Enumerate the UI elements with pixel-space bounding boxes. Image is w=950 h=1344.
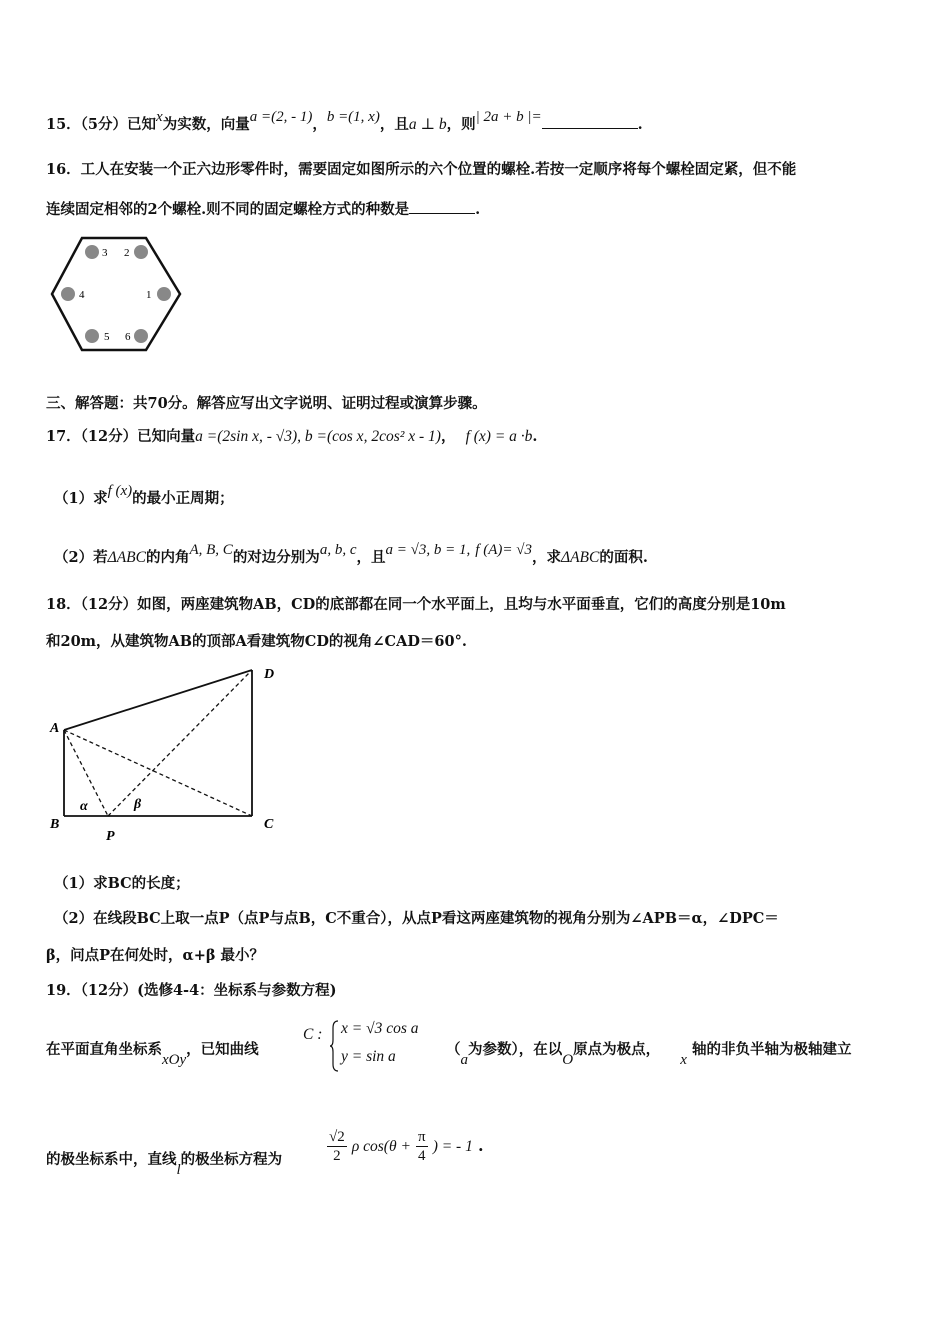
- bolt-5: [85, 329, 99, 343]
- q16-line2-text: 连续固定相邻的2个螺栓.则不同的固定螺栓方式的种数是: [46, 201, 410, 218]
- q16-line1: 16．工人在安装一个正六边形零件时，需要固定如图所示的六个位置的螺栓.若按一定顺序将每个螺栓固定紧，但不能: [46, 161, 797, 178]
- q15-end: .: [637, 116, 643, 133]
- q17-vectors: a =(2sin x, - √3), b =(cos x, 2cos² x - 1): [195, 428, 441, 445]
- buildings-figure: [44, 660, 294, 845]
- q17-p2-text: 的对边分别为: [232, 549, 320, 566]
- q17-p2-text: ，求: [531, 549, 561, 566]
- q17-p2-end: 的面积.: [599, 549, 648, 566]
- q19-text: ，已知曲线: [186, 1041, 259, 1058]
- q19-rho-end: ) = - 1: [432, 1138, 473, 1155]
- q17-end: .: [532, 428, 538, 445]
- bolt-4: [61, 287, 75, 301]
- q19-line1-b: [446, 1040, 852, 1068]
- q19-text: 为参数），在以: [468, 1041, 563, 1058]
- q17-line: [46, 427, 537, 447]
- line-AC: [64, 730, 252, 816]
- q15-text: ，则: [446, 116, 476, 133]
- q19-text: （: [446, 1041, 461, 1058]
- q17-part2: [54, 542, 648, 568]
- q19-equation-x: x = √3 cos a: [341, 1020, 419, 1037]
- q17-p2-triangle-2: ΔABC: [560, 549, 600, 566]
- q19-pi-num: π: [418, 1129, 426, 1145]
- bolt-6: [134, 329, 148, 343]
- q16-end: .: [475, 201, 481, 218]
- q17-p1-f: f (x): [107, 483, 133, 499]
- q17-p2-fA: f (A)= √3: [475, 542, 532, 558]
- q15-line: [46, 109, 643, 135]
- q19-fraction: [327, 1128, 347, 1165]
- q15-comma: ，: [312, 116, 327, 133]
- q18-part2-line1: （2）在线段BC上取一点P（点P与点B，C不重合），从点P看这两座建筑物的视角分别为∠APB＝α，∠DPC＝: [54, 910, 779, 927]
- bolt-label-3: 3: [102, 247, 108, 259]
- label-A: A: [50, 721, 60, 736]
- bolt-label-4: 4: [79, 289, 85, 301]
- q19-curve-name: C :: [303, 1026, 323, 1043]
- label-C: C: [264, 817, 274, 832]
- q19-line1: [46, 1040, 259, 1068]
- q19-param: a: [460, 1052, 468, 1068]
- q16-line2: [46, 199, 480, 220]
- brace-icon: [329, 1020, 339, 1072]
- q17-p2-sides: a, b, c: [319, 542, 357, 558]
- q15-lead: 15．（5分）已知: [46, 116, 157, 133]
- q17-lead: 17．（12分）已知向量: [46, 428, 196, 445]
- bolt-3: [85, 245, 99, 259]
- q19-equation-y: y = sin a: [341, 1048, 396, 1065]
- label-P: P: [106, 829, 115, 844]
- q15-text: ，且: [379, 116, 409, 133]
- q19-rho-part: ρ cos(θ +: [351, 1138, 411, 1155]
- q19-line2: [46, 1150, 283, 1178]
- q15-x-var: x: [156, 109, 163, 125]
- bolt-label-2: 2: [124, 247, 130, 259]
- line-PD: [108, 670, 252, 816]
- bolt-label-1: 1: [146, 289, 152, 301]
- q17-p1-rest: 的最小正周期；: [132, 490, 234, 507]
- bolt-1: [157, 287, 171, 301]
- q15-norm-expr: | 2a + b |=: [475, 109, 542, 125]
- q15-answer-blank: [542, 114, 638, 129]
- q19-frac-den: 2: [333, 1148, 341, 1164]
- q17-p2-angles: A, B, C: [189, 542, 233, 558]
- q17-function: f (x) = a ·b: [465, 428, 533, 445]
- q19-frac-num: √2: [329, 1129, 345, 1145]
- q15-vector-b: b =(1, x): [326, 109, 380, 125]
- q19-xOy: xOy: [162, 1052, 187, 1068]
- q16-answer-blank: [409, 199, 475, 214]
- q19-origin: O: [562, 1052, 574, 1068]
- label-D: D: [264, 667, 275, 682]
- q19-curve-system: [303, 1020, 443, 1072]
- q19-text: 轴的非负半轴为极轴建立: [692, 1041, 852, 1058]
- q17-comma: ，: [440, 428, 456, 445]
- q18-part2-line2: β，问点P在何处时，α+β 最小？: [46, 947, 265, 964]
- q17-p2-values: a = √3, b = 1,: [385, 542, 471, 558]
- q18-line1: 18．（12分）如图，两座建筑物AB，CD的底部都在同一个水平面上，且均与水平面垂直，它们的高度分别是10m: [46, 596, 786, 613]
- line-AD: [64, 670, 252, 730]
- q17-p2-triangle: ΔABC: [107, 549, 146, 566]
- hexagon-figure: [48, 234, 188, 354]
- q17-p1-lead: （1）求: [54, 490, 108, 507]
- q17-part1: [54, 483, 234, 509]
- bolt-label-6: 6: [125, 331, 131, 343]
- q19-pi-den: 4: [418, 1148, 426, 1164]
- q19-pi-fraction: [416, 1128, 428, 1165]
- q18-line2: 和20m，从建筑物AB的顶部A看建筑物CD的视角∠CAD＝60°.: [46, 633, 467, 650]
- q19-x-axis: x: [680, 1052, 687, 1068]
- q19-text: 的极坐标方程为: [180, 1151, 283, 1168]
- q15-text: 为实数，向量: [162, 116, 250, 133]
- label-alpha: α: [80, 799, 88, 814]
- q17-p2-text: ，且: [356, 549, 386, 566]
- q17-p2-lead: （2）若: [54, 549, 108, 566]
- q18-part1: （1）求BC的长度；: [54, 875, 190, 892]
- q19-polar-equation: [327, 1128, 484, 1180]
- q19-lead: 19．（12分）(选修4-4：坐标系与参数方程): [46, 982, 337, 999]
- section3-heading: 三、解答题：共70分。解答应写出文字说明、证明过程或演算步骤。: [46, 395, 487, 412]
- bolt-2: [134, 245, 148, 259]
- q19-text: 在平面直角坐标系: [46, 1041, 162, 1058]
- q17-p2-text: 的内角: [145, 549, 190, 566]
- bolt-label-5: 5: [104, 331, 110, 343]
- q19-text: 的极坐标系中，直线: [46, 1151, 177, 1168]
- q19-line-l: l: [176, 1162, 181, 1178]
- q15-vector-a: a =(2, - 1): [249, 109, 313, 125]
- q15-perpendicular: a ⊥ b: [408, 116, 447, 133]
- q19-end: .: [477, 1136, 484, 1155]
- q19-text: 原点为极点，: [573, 1041, 661, 1058]
- label-B: B: [50, 817, 60, 832]
- label-beta: β: [134, 797, 142, 812]
